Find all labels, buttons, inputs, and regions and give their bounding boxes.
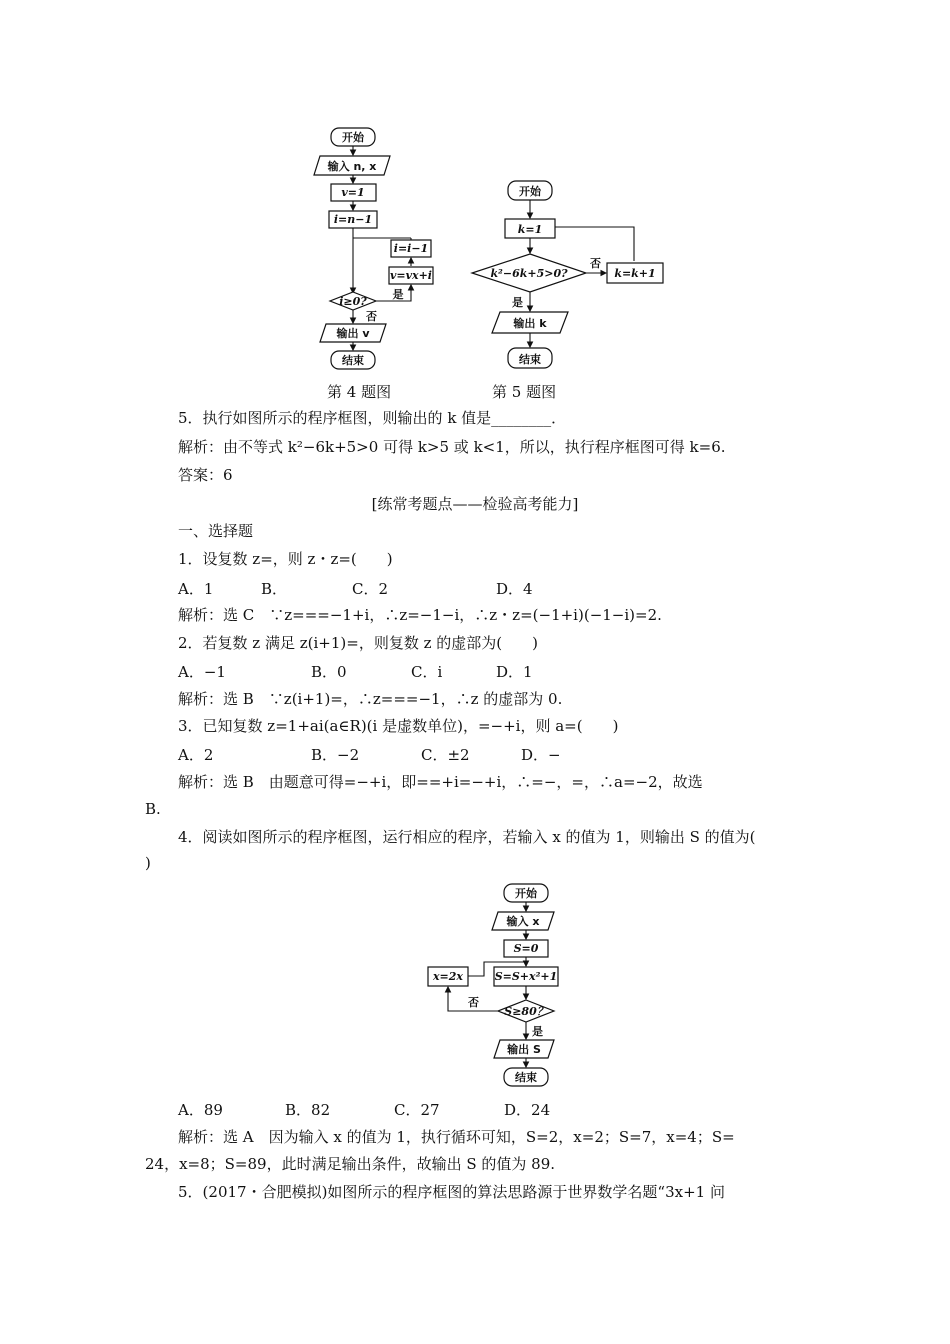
fig4-i-dec: i=i−1 [393, 242, 429, 255]
q4-no: 否 [468, 996, 479, 1009]
problem-4-solution-cont: 24，x=8；S=89，此时满足输出条件，故输出 S 的值为 89. [145, 1155, 556, 1173]
p2-option-d: D．1 [496, 663, 533, 681]
p1-option-a: A．1 [178, 580, 214, 598]
part-heading: 一、选择题 [178, 522, 254, 540]
problem-2-solution: 解析：选 B ∵z(i+1)=，∴z===−1，∴z 的虚部为 0. [178, 690, 563, 708]
fig5-cond: k²−6k+5>0? [490, 267, 568, 280]
p2-option-a: A．−1 [178, 663, 226, 681]
q4-yes: 是 [532, 1025, 543, 1038]
question-5: 5．执行如图所示的程序框图，则输出的 k 值是________． [178, 409, 567, 427]
q4-end: 结束 [515, 1071, 537, 1084]
fig5-no: 否 [590, 257, 601, 270]
q4-x-update: x=2x [433, 970, 463, 983]
fig5-end: 结束 [519, 353, 541, 366]
fig5-output: 输出 k [513, 317, 547, 330]
fig4-input: 输入 n, x [327, 160, 377, 173]
fig4-cond: i≥0? [339, 295, 367, 308]
problem-2: 2．若复数 z 满足 z(i+1)=，则复数 z 的虚部为( ) [178, 634, 538, 652]
p3-option-c: C．±2 [421, 746, 470, 764]
fig5-caption: 第 5 题图 [492, 383, 557, 401]
p1-option-c: C．2 [352, 580, 389, 598]
fig4-start: 开始 [342, 131, 364, 144]
p4-option-d: D．24 [504, 1101, 551, 1119]
p4-option-a: A．89 [178, 1101, 223, 1119]
fig4-i-init: i=n−1 [333, 213, 373, 226]
fig4-yes: 是 [392, 288, 404, 301]
p2-option-c: C．i [411, 663, 443, 681]
flowchart-problem4 [420, 878, 570, 1093]
fig5-yes: 是 [512, 296, 523, 309]
q4-input: 输入 x [506, 915, 540, 928]
p3-option-d: D．− [521, 746, 561, 764]
problem-4-cont: ) [145, 854, 151, 872]
problem-4: 4．阅读如图所示的程序框图，运行相应的程序，若输入 x 的值为 1，则输出 S 的值为( [178, 828, 756, 846]
fig4-v-init: v=1 [341, 186, 365, 199]
problem-5: 5．(2017・合肥模拟)如图所示的程序框图的算法思路源于世界数学名题“3x+1 问 [178, 1183, 725, 1201]
p3-option-a: A．2 [178, 746, 214, 764]
flowchart-fig4 [300, 120, 450, 375]
p3-option-b: B．−2 [311, 746, 360, 764]
fig4-v-update: v=vx+i [390, 269, 432, 282]
fig4-end: 结束 [342, 354, 364, 367]
q4-s-update: S=S+x²+1 [494, 970, 558, 983]
problem-3-solution: 解析：选 B 由题意可得=−+i，即==+i=−+i，∴=−，=，∴a=−2，故选 [178, 773, 703, 791]
p2-option-b: B．0 [311, 663, 347, 681]
problem-1: 1．设复数 z=，则 z・z=( ) [178, 550, 393, 568]
fig5-k-inc: k=k+1 [614, 267, 656, 280]
p1-option-d: D．4 [496, 580, 533, 598]
fig5-k-init: k=1 [517, 223, 543, 236]
q4-cond: S≥80？ [504, 1005, 548, 1018]
fig5-start: 开始 [519, 185, 541, 198]
problem-1-solution: 解析：选 C ∵z===−1+i，∴z=−1−i，∴z・z=(−1+i)(−1−i)=2. [178, 606, 662, 624]
p4-option-b: B．82 [285, 1101, 331, 1119]
question-5-solution: 解析：由不等式 k²−6k+5>0 可得 k>5 或 k<1，所以，执行程序框图可得 k=6. [178, 438, 726, 456]
p4-option-c: C．27 [394, 1101, 440, 1119]
flowchart-fig5 [460, 175, 680, 375]
problem-3-solution-cont: B. [145, 800, 161, 818]
fig4-output: 输出 v [336, 327, 370, 340]
fig4-caption: 第 4 题图 [327, 383, 392, 401]
problem-3: 3．已知复数 z=1+ai(a∈R)(i 是虚数单位)，=−+i，则 a=( ) [178, 717, 619, 735]
fig4-no: 否 [366, 310, 377, 323]
q4-output: 输出 S [507, 1043, 541, 1056]
problem-4-solution: 解析：选 A 因为输入 x 的值为 1，执行循环可知，S=2，x=2；S=7，x=4；S= [178, 1128, 735, 1146]
question-5-answer: 答案：6 [178, 466, 233, 484]
section-title: [练常考题点——检验高考能力] [371, 495, 579, 513]
q4-start: 开始 [515, 887, 537, 900]
p1-option-b: B． [261, 580, 288, 598]
q4-s-init: S=0 [513, 942, 539, 955]
